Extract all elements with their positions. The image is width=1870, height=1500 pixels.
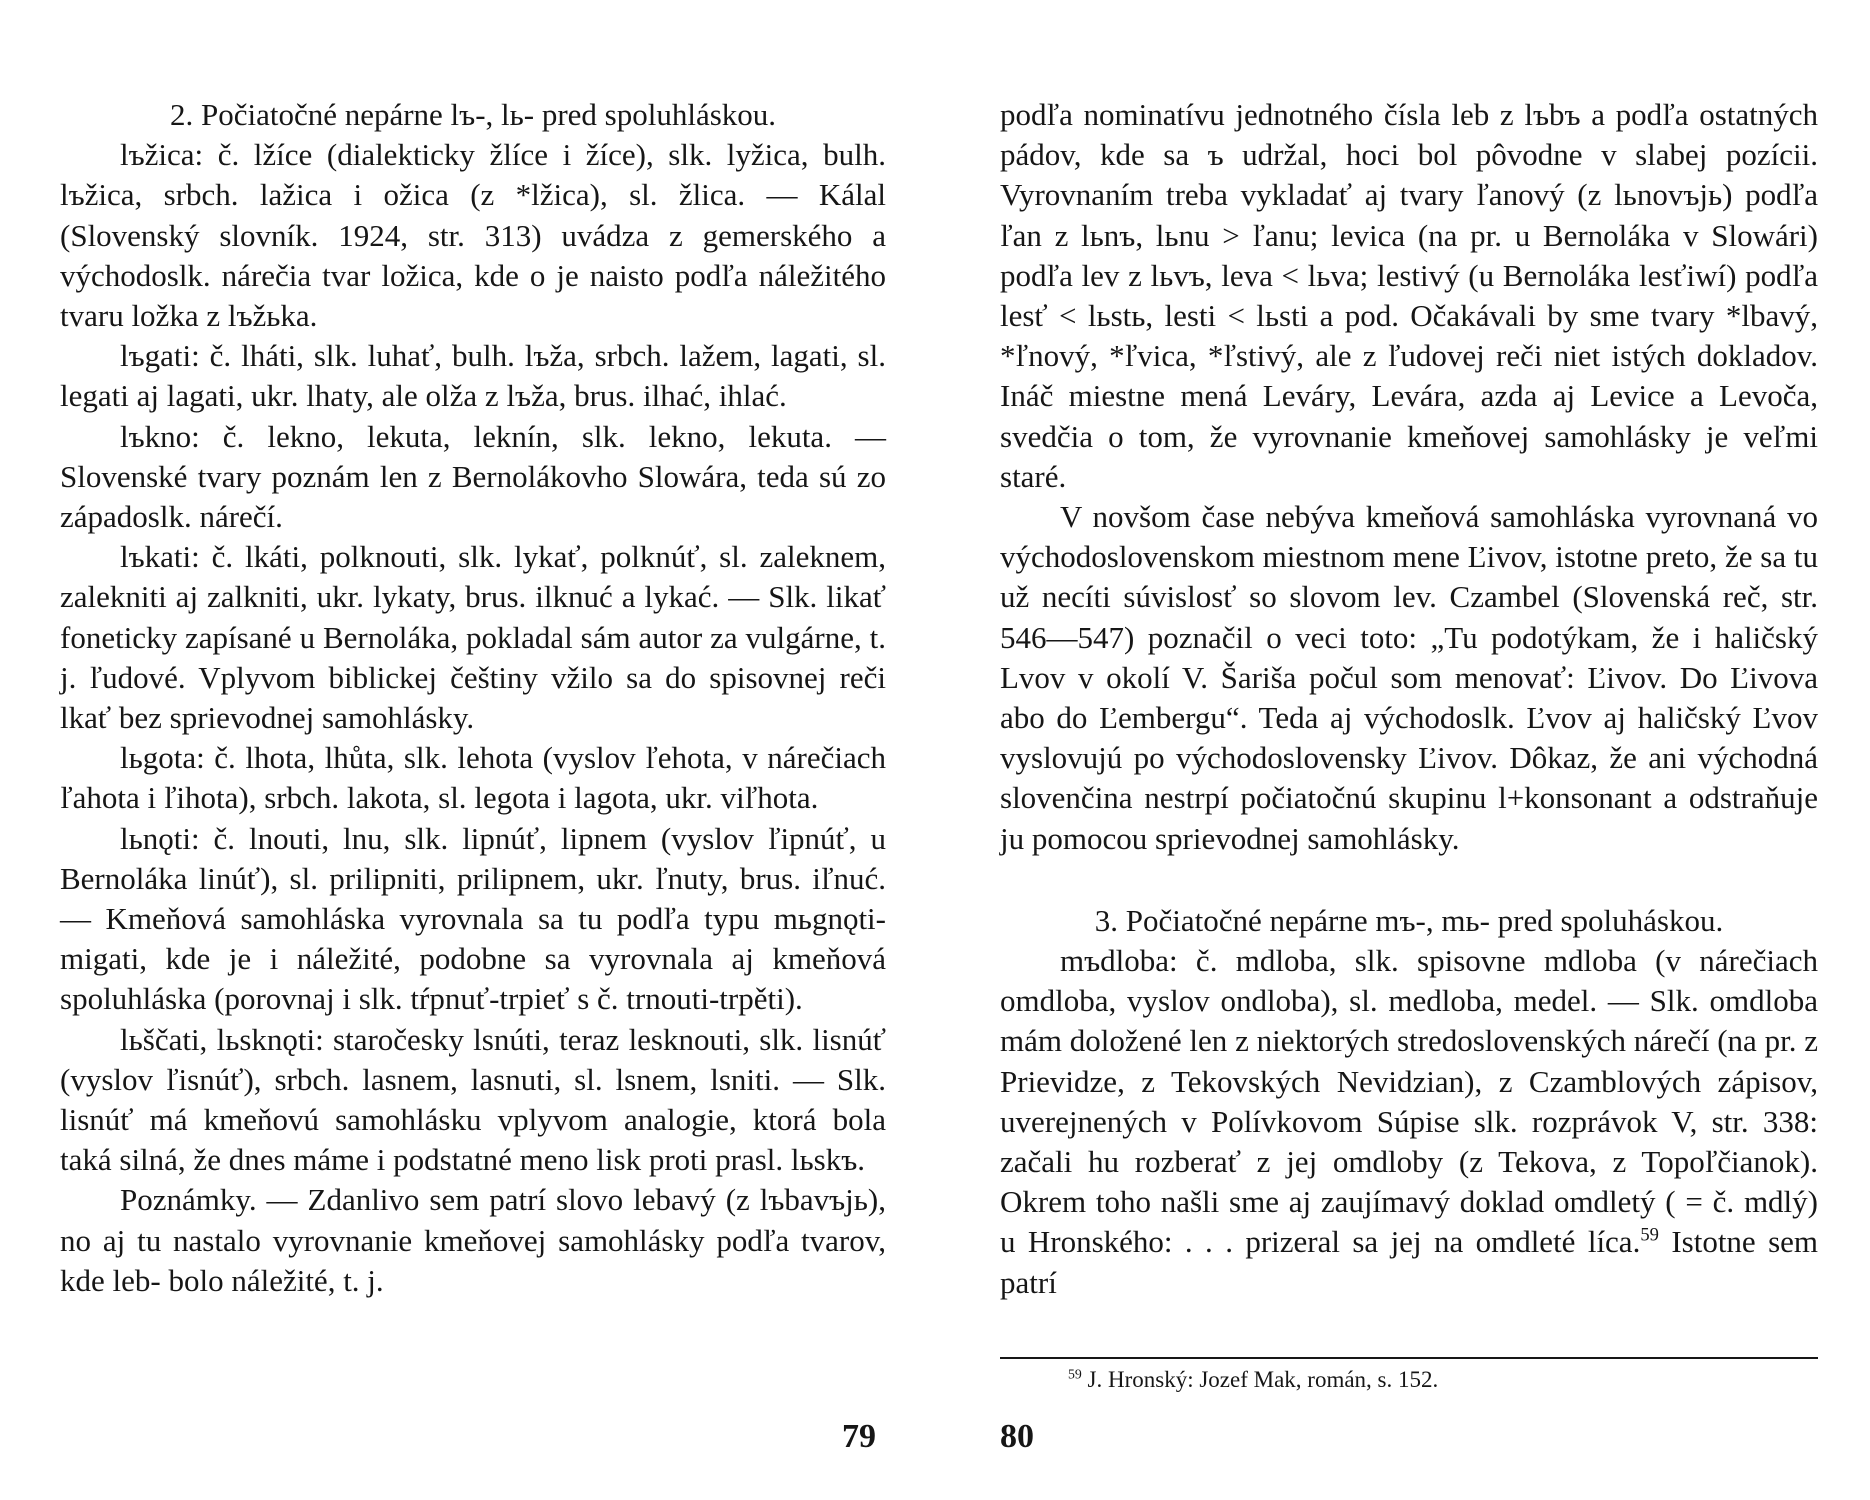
footnote (1068, 1366, 1438, 1394)
section-gap (1000, 859, 1818, 901)
continuation-paragraph: podľa nominatívu jednotného čísla leb z lъbъ a podľa ostatných pádov, kde sa ъ udržal, hoci bol pôvodne v slabej pozícii. Vyrovnaním treba vykladať aj tvary ľanový (z lьnovъjь) podľa ľan z lьnъ, lьnu > ľanu; levica (na pr. u Bernoláka v Slowári) podľa lev z lьvъ, leva < lьva; lestivý (u Bernoláka lesťiwí) podľa lesť < lьstь, lesti < lьsti a pod. Očakávali by sme tvary *lbavý, *ľnový, *ľvica, *ľstivý, ale z ľudovej reči niet istých dokladov. Ináč miestne mená Leváry, Levára, azda aj Levice a Levoča, svedčia o tom, že vyrovnanie kmeňovej samohlásky je veľmi staré. (1000, 97, 1818, 494)
entry-mdloba-tail: Istotne sem patrí (1000, 1224, 1819, 1300)
entry-lugati: lъgati: č. lháti, slk. luhať, bulh. lъža, srbch. lažem, lagati, sl. legati aj lagati, ukr. lhaty, ale olža z lъža, brus. ilhać, ihlać. (60, 338, 886, 414)
entry-luzica: lъžica: č. lžíce (dialekticky žlíce i žíce), slk. lyžica, bulh. lъžica, srbch. lažica i ožica (z *lžica), sl. žlica. — Kálal (Slovenský slovník. 1924, str. 313) uvádza z gemerského a východoslk. nárečia tvar ložica, kde o je naisto podľa náležitého tvaru ložka z lъžьka. (60, 137, 886, 334)
section-heading-3: 3. Počiatočné nepárne mъ-, mь- pred spoluháskou. (1094, 902, 1724, 938)
page-number-right: 80 (1000, 1418, 1034, 1455)
entry-lnoti: lьnǫti: č. lnouti, lnu, slk. lipnúť, lipnem (vyslov ľipnúť, u Bernoláka linúť), sl. prilipniti, prilipnem, ukr. ľnuty, brus. iľnuć. — Kmeňová samohláska vyrovnala sa tu podľa typu mьgnǫti- migati, kde je i náležité, podobne sa vyrovnala aj kmeňová spoluhláska (porovnaj i slk. tŕpnuť-trpieť s č. trnouti-trpěti). (60, 820, 886, 1017)
footnote-divider (1000, 1357, 1818, 1359)
lvov-paragraph: V novšom čase nebýva kmeňová samohláska vyrovnaná vo východoslovenskom miestnom mene Ľivov, istotne preto, že sa tu už necíti súvislosť so slovom lev. Czambel (Slovenská reč, str. 546—547) poznačil o veci toto: „Tu podotýkam, že i haličský Lvov v okolí V. Šariša počul som menovať: Ľivov. Do Ľivova abo do Ľembergu“. Teda aj východoslk. Ľvov aj haličský Ľvov vyslovujú po východoslovensky Ľivov. Dôkaz, že ani východná slovenčina nestrpí počiatočnú skupinu l+konsonant a odstraňuje ju pomocou sprievodnej samohlásky. (1000, 499, 1818, 856)
entry-lukno: lъkno: č. lekno, lekuta, leknín, slk. lekno, lekuta. — Slovenské tvary poznám len z Bernolákovho Slowára, teda sú zo západoslk. nárečí. (60, 418, 886, 535)
footnote-reference: 59 (1640, 1225, 1659, 1247)
entry-lukati: lъkati: č. lkáti, polknouti, slk. lykať, polknúť, sl. zaleknem, zalekniti aj zalkniti, ukr. lykaty, brus. ilknuć a lykać. — Slk. likať foneticky zapísané u Bernoláka, pokladal sám autor za vulgárne, t. j. ľudové. Vplyvom biblickej češtiny vžilo sa do spisovnej reči lkať bez sprievodnej samohlásky. (60, 539, 886, 736)
entry-mdloba-text: mъdloba: č. mdloba, slk. spisovne mdloba (v nárečiach omdloba, vyslov ondloba), sl. medloba, medel. — Slk. omdloba mám doložené len z niektorých stredoslovenských nárečí (na pr. z Prievidze, z Tekovských Nevidzian), z Czamblových zápisov, uverejnených v Polívkovom Súpise slk. rozprávok V, str. 338: začali hu rozberať z jej omdloby (z Tekova, z Topoľčianok). Okrem toho našli sme aj zaujímavý doklad omdletý ( = č. mdlý) u Hronského: . . . prizeral sa jej na omdleté líca. (1000, 943, 1818, 1260)
right-page (1000, 95, 1818, 1303)
entry-lscati: lьščati, lьsknǫti: staročesky lsnúti, teraz lesknouti, slk. lisnúť (vyslov ľisnúť), srbch. lasnem, lasnuti, sl. lsnem, lsniti. — Slk. lisnúť má kmeňovú samohlásku vplyvom analogie, ktorá bola taká silná, že dnes máme i podstatné meno lisk proti prasl. lьskъ. (60, 1021, 886, 1178)
entry-mdloba (1000, 941, 1818, 1303)
left-page (60, 95, 886, 1301)
section-heading-2: 2. Počiatočné nepárne lъ-, lь- pred spoluhláskou. (169, 97, 777, 132)
footnote-mark: 59 (1068, 1366, 1082, 1382)
entry-lgota: lьgota: č. lhota, lhůta, slk. lehota (vyslov ľehota, v nárečiach ľahota i ľihota), srbch. lakota, sl. legota i lagota, ukr. viľhota. (60, 740, 886, 816)
notes-paragraph: Poznámky. — Zdanlivo sem patrí slovo lebavý (z lъbavъjь), no aj tu nastalo vyrovnanie kmeňovej samohlásky podľa tvarov, kde leb- bolo náležité, t. j. (60, 1182, 886, 1298)
page-number-left: 79 (842, 1418, 876, 1455)
footnote-text: J. Hronský: Jozef Mak, román, s. 152. (1087, 1367, 1439, 1392)
